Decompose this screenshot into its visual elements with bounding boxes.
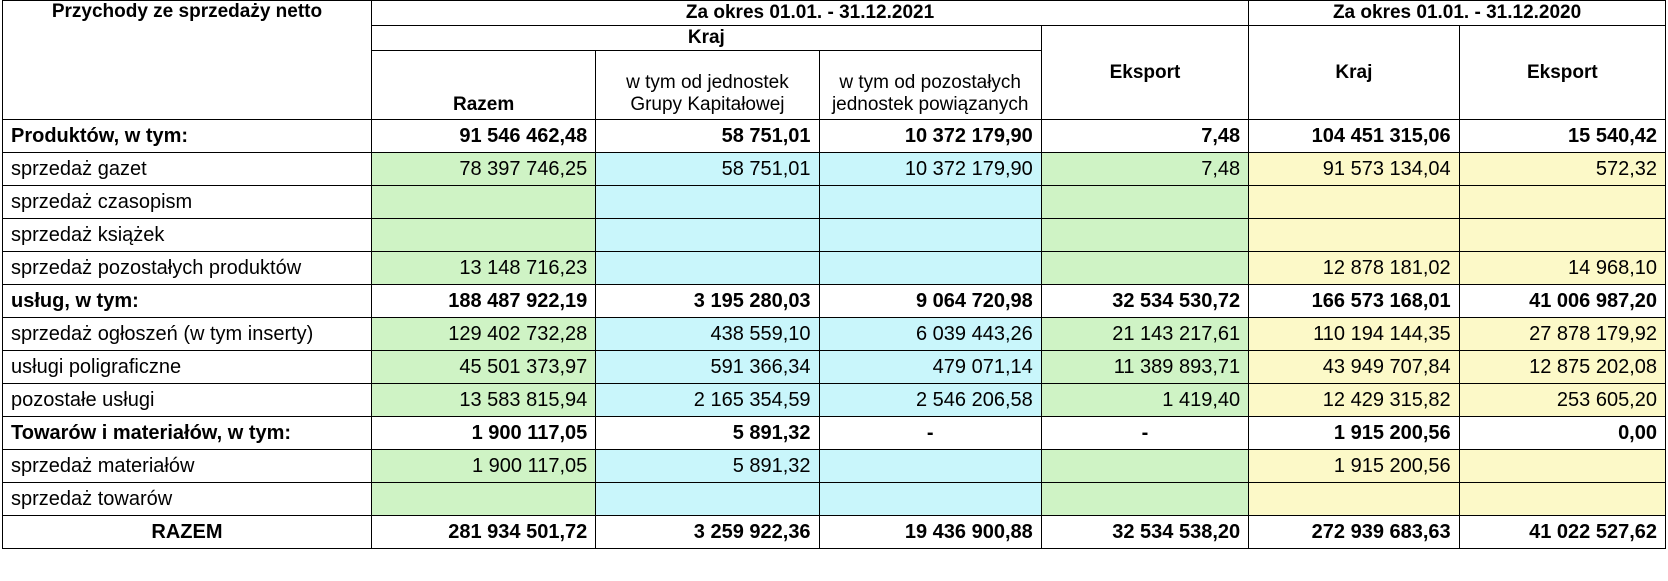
eksport-2021-cell: 21 143 217,61	[1041, 318, 1248, 351]
row-label: Produktów, w tym:	[3, 120, 372, 153]
grupa-cell	[596, 219, 819, 252]
eksport-2020-cell	[1459, 483, 1665, 516]
powiazane-cell: 10 372 179,90	[819, 120, 1041, 153]
razem-cell: 91 546 462,48	[371, 120, 595, 153]
powiazane-cell	[819, 252, 1041, 285]
eksport-2021-header: Eksport	[1041, 26, 1248, 120]
eksport-2020-cell: 12 875 202,08	[1459, 351, 1665, 384]
table-row	[3, 153, 1666, 186]
main-header: Przychody ze sprzedaży netto	[3, 1, 372, 120]
eksport-2020-header: Eksport	[1459, 26, 1665, 120]
row-label: pozostałe usługi	[3, 384, 372, 417]
eksport-2021-cell	[1041, 186, 1248, 219]
eksport-2020-cell	[1459, 186, 1665, 219]
eksport-2020-cell: 0,00	[1459, 417, 1665, 450]
grupa-cell	[596, 252, 819, 285]
kraj-2020-cell	[1249, 483, 1460, 516]
razem-column-header: Razem	[371, 51, 595, 120]
powiazane-cell: 6 039 443,26	[819, 318, 1041, 351]
grupa-cell: 3 259 922,36	[596, 516, 819, 549]
razem-cell: 129 402 732,28	[371, 318, 595, 351]
eksport-2020-cell: 15 540,42	[1459, 120, 1665, 153]
eksport-2020-cell: 41 006 987,20	[1459, 285, 1665, 318]
razem-cell: 281 934 501,72	[371, 516, 595, 549]
row-label: RAZEM	[3, 516, 372, 549]
row-label: sprzedaż czasopism	[3, 186, 372, 219]
table-row	[3, 318, 1666, 351]
eksport-2021-cell	[1041, 219, 1248, 252]
kraj-2020-cell: 110 194 144,35	[1249, 318, 1460, 351]
powiazane-column-header	[819, 51, 1041, 120]
row-label: sprzedaż gazet	[3, 153, 372, 186]
table-row-subtotal	[3, 120, 1666, 153]
table-row	[3, 186, 1666, 219]
row-label: sprzedaż pozostałych produktów	[3, 252, 372, 285]
grupa-cell: 3 195 280,03	[596, 285, 819, 318]
powiazane-cell	[819, 219, 1041, 252]
eksport-2020-cell	[1459, 219, 1665, 252]
table-row	[3, 450, 1666, 483]
razem-cell	[371, 186, 595, 219]
eksport-2020-cell: 41 022 527,62	[1459, 516, 1665, 549]
powiazane-cell: 9 064 720,98	[819, 285, 1041, 318]
powiazane-header-line1: w tym od pozostałych	[839, 72, 1021, 93]
powiazane-cell: 10 372 179,90	[819, 153, 1041, 186]
kraj-2020-cell: 12 878 181,02	[1249, 252, 1460, 285]
razem-cell: 13 583 815,94	[371, 384, 595, 417]
powiazane-cell	[819, 450, 1041, 483]
table-row	[3, 252, 1666, 285]
grupa-cell: 58 751,01	[596, 120, 819, 153]
kraj-2020-cell: 91 573 134,04	[1249, 153, 1460, 186]
powiazane-cell	[819, 186, 1041, 219]
grupa-cell: 591 366,34	[596, 351, 819, 384]
powiazane-cell: 19 436 900,88	[819, 516, 1041, 549]
razem-cell: 45 501 373,97	[371, 351, 595, 384]
grupa-header-line2: Grupy Kapitałowej	[630, 94, 785, 115]
table-row	[3, 351, 1666, 384]
kraj-2020-header: Kraj	[1249, 26, 1460, 120]
eksport-2020-cell: 27 878 179,92	[1459, 318, 1665, 351]
row-label: sprzedaż towarów	[3, 483, 372, 516]
period-2021-header: Za okres 01.01. - 31.12.2021	[371, 1, 1248, 26]
table-row	[3, 384, 1666, 417]
eksport-2021-cell	[1041, 483, 1248, 516]
row-label: Towarów i materiałów, w tym:	[3, 417, 372, 450]
kraj-2020-cell: 12 429 315,82	[1249, 384, 1460, 417]
eksport-2021-cell: 32 534 538,20	[1041, 516, 1248, 549]
grupa-cell: 5 891,32	[596, 417, 819, 450]
table-row-subtotal	[3, 417, 1666, 450]
kraj-2020-cell: 43 949 707,84	[1249, 351, 1460, 384]
eksport-2021-cell: 7,48	[1041, 153, 1248, 186]
kraj-2020-cell	[1249, 186, 1460, 219]
kraj-2020-cell: 104 451 315,06	[1249, 120, 1460, 153]
kraj-2020-cell: 166 573 168,01	[1249, 285, 1460, 318]
powiazane-cell: 479 071,14	[819, 351, 1041, 384]
eksport-2021-cell: 1 419,40	[1041, 384, 1248, 417]
eksport-2021-cell: 32 534 530,72	[1041, 285, 1248, 318]
kraj-2020-cell: 272 939 683,63	[1249, 516, 1460, 549]
razem-cell	[371, 483, 595, 516]
table-row	[3, 219, 1666, 252]
table-row	[3, 483, 1666, 516]
revenue-table	[2, 0, 1666, 549]
kraj-2021-header: Kraj	[371, 26, 1041, 51]
table-row-subtotal	[3, 285, 1666, 318]
eksport-2020-cell: 253 605,20	[1459, 384, 1665, 417]
eksport-2020-cell: 572,32	[1459, 153, 1665, 186]
powiazane-cell: -	[819, 417, 1041, 450]
grupa-cell: 438 559,10	[596, 318, 819, 351]
razem-cell: 188 487 922,19	[371, 285, 595, 318]
powiazane-header-line2: jednostek powiązanych	[831, 94, 1029, 115]
row-label: sprzedaż książek	[3, 219, 372, 252]
powiazane-cell: 2 546 206,58	[819, 384, 1041, 417]
row-label: sprzedaż ogłoszeń (w tym inserty)	[3, 318, 372, 351]
kraj-2020-cell	[1249, 219, 1460, 252]
grupa-cell: 58 751,01	[596, 153, 819, 186]
grupa-cell: 2 165 354,59	[596, 384, 819, 417]
kraj-2020-cell: 1 915 200,56	[1249, 450, 1460, 483]
eksport-2021-cell: 11 389 893,71	[1041, 351, 1248, 384]
eksport-2020-cell: 14 968,10	[1459, 252, 1665, 285]
razem-cell: 1 900 117,05	[371, 450, 595, 483]
eksport-2021-cell: 7,48	[1041, 120, 1248, 153]
eksport-2021-cell	[1041, 450, 1248, 483]
eksport-2020-cell	[1459, 450, 1665, 483]
eksport-2021-cell: -	[1041, 417, 1248, 450]
kraj-2020-cell: 1 915 200,56	[1249, 417, 1460, 450]
powiazane-cell	[819, 483, 1041, 516]
grupa-cell	[596, 483, 819, 516]
razem-cell: 1 900 117,05	[371, 417, 595, 450]
grupa-header-line1: w tym od jednostek	[626, 72, 789, 93]
period-2020-header: Za okres 01.01. - 31.12.2020	[1249, 1, 1666, 26]
table-row-subtotal	[3, 516, 1666, 549]
table-body	[3, 120, 1666, 549]
grupa-cell: 5 891,32	[596, 450, 819, 483]
razem-cell: 13 148 716,23	[371, 252, 595, 285]
razem-cell	[371, 219, 595, 252]
row-label: sprzedaż materiałów	[3, 450, 372, 483]
grupa-cell	[596, 186, 819, 219]
eksport-2021-cell	[1041, 252, 1248, 285]
row-label: usług, w tym:	[3, 285, 372, 318]
razem-cell: 78 397 746,25	[371, 153, 595, 186]
grupa-column-header	[596, 51, 819, 120]
row-label: usługi poligraficzne	[3, 351, 372, 384]
